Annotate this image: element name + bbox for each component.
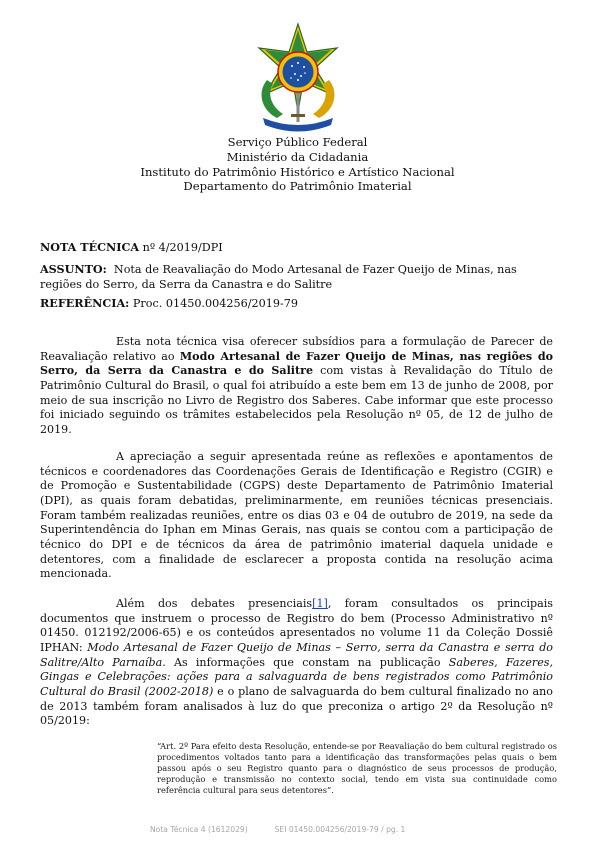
paragraph-1-bold: Modo Artesanal de Fazer Queijo de Minas, nas regiões do Serro, da Serra da Canastra e do Salitre: [40, 349, 553, 378]
note-number-label: NOTA TÉCNICA: [40, 240, 140, 254]
resolution-quote: “Art. 2º Para efeito desta Resolução, entende-se por Reavaliação do bem cultural registrado os procedimentos voltados tanto para a identificação das transformações pelas quais o bem passou após o seu Registro quanto para o diagnóstico de seus processos de produção, reprodução e transmissão no contexto social, tendo em vista sua continuidade como referência cultural para seus detentores”.: [157, 741, 557, 795]
paragraph-3-italic-b: Saberes, Fazeres, Gingas e Celebrações: ações para a salvaguarda de bens registrados como Patrimônio Cultural do Brasil (2002-2018): [40, 655, 553, 698]
subject-value: Nota de Reavaliação do Modo Artesanal de Fazer Queijo de Minas, nas regiões do Serro, da Serra da Canastra e do Salitre: [40, 263, 517, 291]
header-line-service: Serviço Público Federal: [227, 135, 368, 149]
brazil-coat-of-arms-emblem: [247, 22, 349, 132]
footer-process-page: SEI 01450.004256/2019-79 / pg. 1: [274, 825, 406, 834]
page-footer: [150, 825, 460, 834]
paragraph-1-text-b: com vistas à Revalidação do Título de Patrimônio Cultural do Brasil, o qual foi atribuído a este bem em 13 de junho de 2008, por meio de sua inscrição no Livro de Registro dos Saberes. Cabe informar que este processo foi iniciado seguindo os trâmites estabelecidos pela Resolução nº 05, de 12 de julho de 2019.: [40, 364, 553, 436]
footnote-link[interactable]: [1]: [312, 597, 328, 610]
header-line-ministry: Ministério da Cidadania: [226, 149, 369, 164]
paragraph-3-text-a: Além dos debates presenciais: [116, 597, 313, 610]
header-line-institute: Instituto do Patrimônio Histórico e Artístico Nacional: [140, 164, 455, 179]
institution-header: [0, 135, 595, 194]
reference-value: Proc. 01450.004256/2019-79: [132, 297, 298, 310]
paragraph-3-text-d: e o plano de salvaguarda do bem cultural finalizado no ano de 2013 também foram analisados à luz do que preconiza o artigo 2º da Resolução nº 05/2019:: [40, 684, 553, 728]
paragraph-3-text-c: . As informações que constam na publicação: [162, 655, 449, 669]
paragraph-2-text: A apreciação a seguir apresentada reúne as reflexões e apontamentos de técnicos e coordenadores das Coordenações Gerais de Identificação e Registro (CGIR) e de Promoção e Sustentabilidade (CGPS) deste Departamento de Patrimônio Imaterial (DPI), as quais foram debatidas, preliminarmente, em reuniões técnicas presenciais. Foram também realizadas reuniões, entre os dias 03 e 04 de outubro de 2019, na sede da Superintendência do Iphan em Minas Gerais, nas quais se contou com a participação de técnico do DPI e de técnicos da área de patrimônio imaterial daquela unidade e detentores, com a finalidade de esclarecer a proposta contida na resolução acima mencionada.: [40, 450, 553, 581]
paragraph-3-text-b: , foram consultados os principais documentos que instruem o processo de Registro do bem (Processo Administrativo nº 01450. 012192/2006-65) e os conteúdos apresentados no volume 11 da Coleção Dossiê IPHAN:: [40, 597, 553, 654]
paragraph-3: [40, 597, 553, 729]
note-number-line: [40, 240, 556, 256]
paragraph-1: [40, 335, 553, 438]
subject-line: [40, 262, 556, 292]
paragraph-2: [40, 450, 553, 582]
subject-label: ASSUNTO:: [40, 262, 107, 276]
paragraph-1-text-a: Esta nota técnica visa oferecer subsídios para a formulação de Parecer de Reavaliação relativo ao: [40, 335, 553, 363]
reference-line: [40, 296, 556, 312]
note-number-value: nº 4/2019/DPI: [142, 241, 223, 254]
reference-label: REFERÊNCIA:: [40, 296, 130, 310]
emblem-central-disc: [278, 52, 318, 92]
header-line-department: Departamento do Patrimônio Imaterial: [183, 179, 412, 194]
paragraph-3-italic-a: Modo Artesanal de Fazer Queijo de Minas – Serro, serra da Canastra e serra do Salitre/Alto Parnaíba: [40, 640, 553, 669]
footer-document-id: Nota Técnica 4 (1612029): [150, 825, 248, 834]
